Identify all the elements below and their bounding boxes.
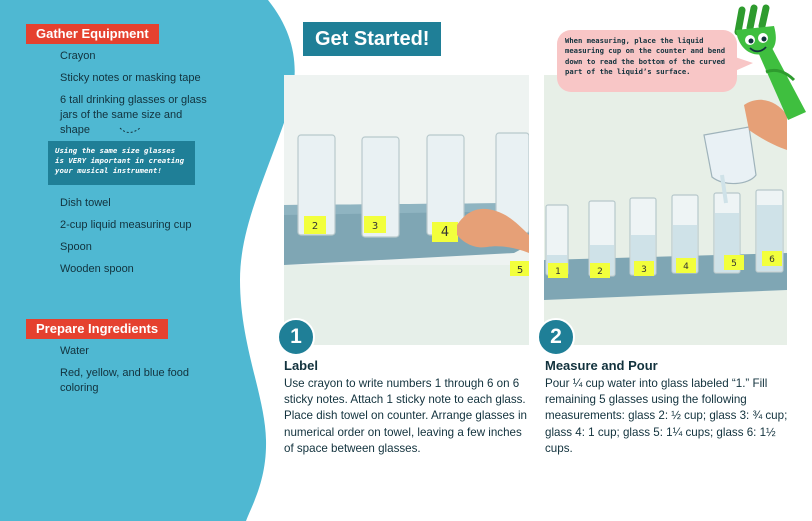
sticky-label: 2 [597,267,603,277]
ingredients-list [60,344,210,403]
list-item: Spoon [60,241,92,253]
sticky-label: 3 [371,221,379,232]
step-1-title: Label [284,358,318,373]
sticky-label: 2 [311,221,319,232]
fork-mascot-icon [728,2,812,122]
equipment-list-continued [60,196,230,284]
sticky-label: 5 [731,259,737,269]
prepare-ingredients-header: Prepare Ingredients [26,319,168,339]
sticky-label: 3 [641,265,647,275]
step-2-body: Pour ¼ cup water into glass labeled “1.” Fill remaining 5 glasses using the following measurements: glass 2: ½ cup; glass 3: ¾ cup; glass 4: 1 cup; glass 5: 1¼ cups; glass 6: 1½ cups. [545,377,788,455]
list-item: 2-cup liquid measuring cup [60,219,192,231]
sticky-label: 4 [440,225,450,240]
list-item: Sticky notes or masking tape [60,72,201,84]
list-item: Wooden spoon [60,263,134,275]
step-2-title: Measure and Pour [545,358,658,373]
sticky-label: 6 [769,255,775,265]
list-item: Water [60,345,89,357]
step-2-number: 2 [537,318,575,356]
list-item: Crayon [60,50,96,62]
sticky-label: 1 [555,267,561,277]
step-1-number: 1 [277,318,315,356]
speech-bubble: When measuring, place the liquid measuring cup on the counter and bend down to read the bottom of the curved part of the liquid’s surface. [557,30,737,92]
list-item: 6 tall drinking glasses or glass jars of the same size and shape [60,94,207,136]
arrow-icon [118,124,142,140]
gather-equipment-header: Gather Equipment [26,24,159,44]
list-item: Dish towel [60,197,111,209]
tip-note: Using the same size glasses is VERY important in creating your musical instrument! [48,141,195,185]
step-1-body: Use crayon to write numbers 1 through 6 on 6 sticky notes. Attach 1 sticky note to each glass. Place dish towel on counter. Arrange glasses in numerical order on towel, leaving a few inches of space between glasses. [284,377,527,455]
page-title: Get Started! [303,22,441,56]
step-1-photo [284,75,529,345]
sticky-label: 5 [516,265,524,276]
list-item: Red, yellow, and blue food coloring [60,367,190,394]
sticky-label: 4 [683,262,689,272]
